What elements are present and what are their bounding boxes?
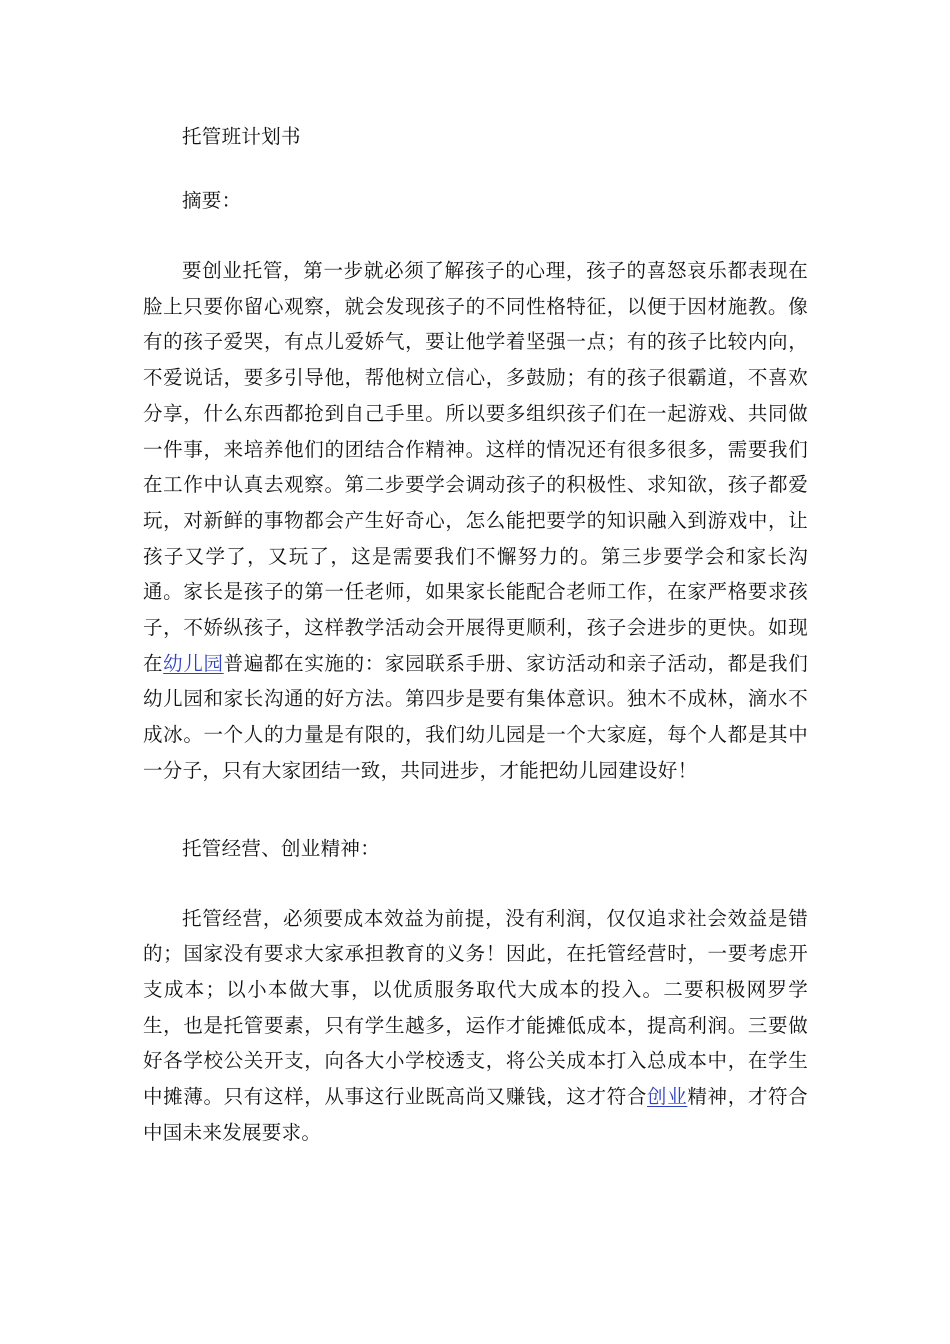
paragraph-text: 普遍都在实施的：家园联系手册、家访活动和亲子活动，都是我们幼儿园和家长沟通的好方法。第四步是要有集体意识。独木不成林，滴水不成冰。一个人的力量是有限的，我们幼儿园是一个大家庭，每个人都是其中一分子，只有大家团结一致，共同进步，才能把幼儿园建设好！ <box>143 651 809 782</box>
paragraph-text: 托管经营，必须要成本效益为前提，没有利润，仅仅追求社会效益是错的；国家没有要求大家承担教育的义务！因此，在托管经营时，一要考虑开支成本；以小本做大事，以优质服务取代大成本的投入。二要积极网罗学生，也是托管要素，只有学生越多，运作才能摊低成本，提高利润。三要做好各学校公关开支，向各大小学校透支，将公关成本打入总成本中，在学生中摊薄。只有这样，从事这行业既高尚又赚钱，这才符合 <box>143 906 808 1109</box>
paragraph-text: 要创业托管，第一步就必须了解孩子的心理，孩子的喜怒哀乐都表现在脸上只要你留心观察，就会发现孩子的不同性格特征，以便于因材施教。像有的孩子爱哭，有点儿爱娇气，要让他学着坚强一点；有的孩子比较内向，不爱说话，要多引导他，帮他树立信心，多鼓励；有的孩子很霸道，不喜欢分享，什么东西都抢到自己手里。所以要多组织孩子们在一起游戏、共同做一件事，来培养他们的团结合作精神。这样的情况还有很多很多，需要我们在工作中认真去观察。第二步要学会调动孩子的积极性、求知欲，孩子都爱玩，对新鲜的事物都会产生好奇心，怎么能把要学的知识融入到游戏中，让孩子又学了，又玩了，这是需要我们不懈努力的。第三步要学会和家长沟通。家长是孩子的第一任老师，如果家长能配合老师工作，在家严格要求孩子，不娇纵孩子，这样教学活动会开展得更顺利，孩子会进步的更快。如现在 <box>143 259 808 675</box>
spacer <box>143 867 808 901</box>
document-title: 托管班计划书 <box>182 125 301 148</box>
spacer <box>143 155 808 183</box>
entrepreneurship-link[interactable]: 创业 <box>647 1085 688 1109</box>
management-paragraph <box>143 901 808 1151</box>
document-body <box>143 119 808 1150</box>
section-heading-management: 托管经营、创业精神： <box>182 836 381 860</box>
paragraph-text: 精神，才符合中国未来发展要求。 <box>143 1085 808 1144</box>
kindergarten-link[interactable]: 幼儿园 <box>163 651 224 675</box>
spacer <box>143 219 808 253</box>
section-heading-summary: 摘要： <box>182 189 242 212</box>
spacer <box>143 789 808 831</box>
summary-paragraph <box>143 253 808 789</box>
